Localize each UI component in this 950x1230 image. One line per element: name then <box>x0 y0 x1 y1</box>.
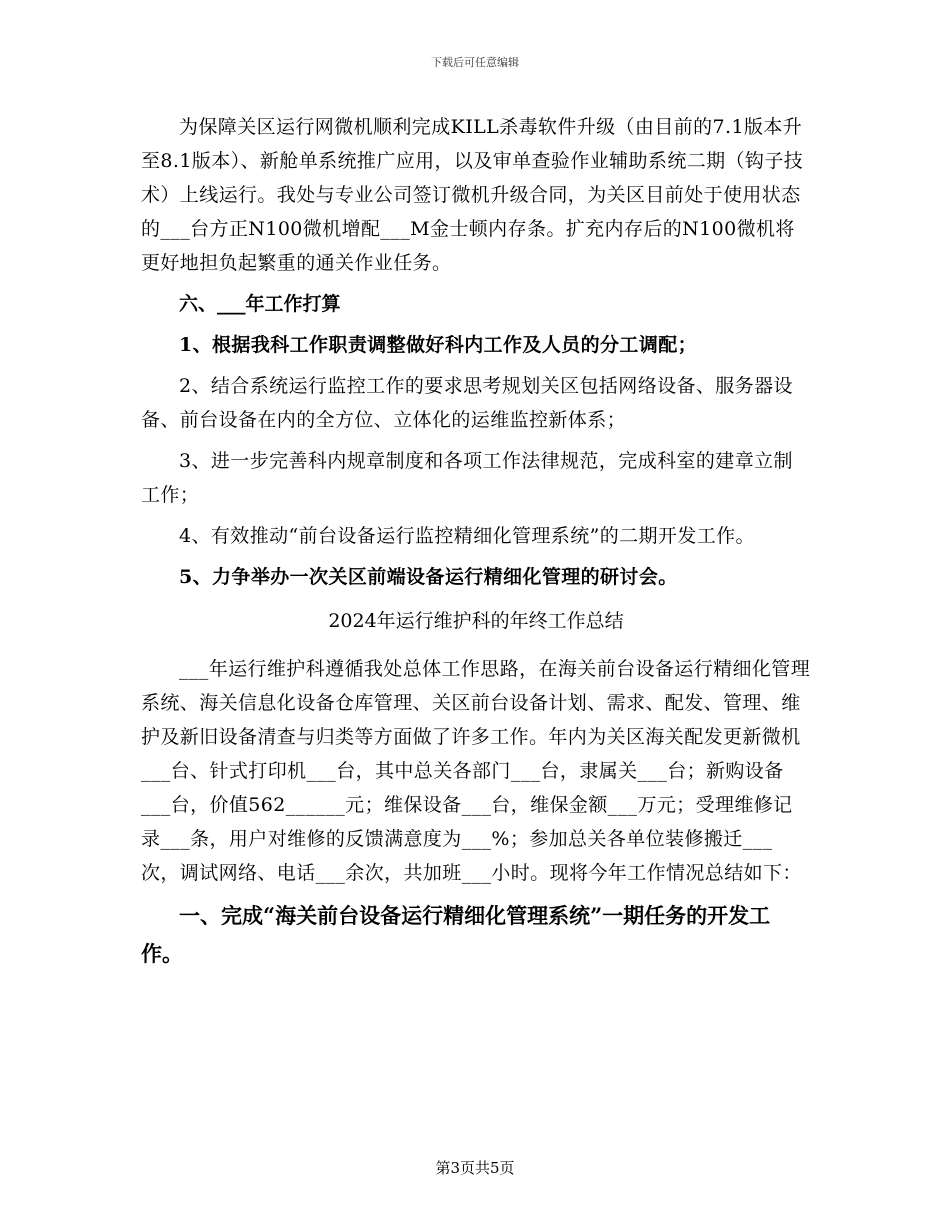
document-body <box>141 110 811 980</box>
document-title: 2024年运行维护科的年终工作总结 <box>328 610 624 632</box>
plan-item-2: 2、结合系统运行监控工作的要求思考规划关区包括网络设备、服务器设备、前台设备在内的全方位、立体化的运维监控新体系； <box>141 375 793 431</box>
plan-item-3: 3、进一步完善科内规章制度和各项工作法律规范，完成科室的建章立制工作； <box>141 450 793 506</box>
paragraph-upgrade: 为保障关区运行网微机顺利完成KILL杀毒软件升级（由目前的7.1版本升至8.1版本）、新舱单系统推广应用，以及审单查验作业辅助系统二期（钩子技术）上线运行。我处与专业公司签订微机升级合同，为关区目前处于使用状态的___台方正N100微机增配___M金士顿内存条。扩充内存后的N100微机将更好地担负起繁重的通关作业任务。 <box>141 116 804 274</box>
page-header: 下载后可任意编辑 <box>431 56 519 69</box>
paragraph-summary: ___年运行维护科遵循我处总体工作思路，在海关前台设备运行精细化管理系统、海关信息化设备仓库管理、关区前台设备计划、需求、配发、管理、维护及新旧设备清查与归类等方面做了许多工作。年内为关区海关配发更新微机___台、针式打印机___台，其中总关各部门___台，隶属关___台；新购设备___台，价值562______元；维保设备___台，维保金额___万元；受理维修记录___条，用户对维修的反馈满意度为___%；参加总关各单位装修搬迁___次，调试网络、电话___余次，共加班___小时。现将今年工作情况总结如下： <box>141 658 811 884</box>
section-heading-one: 一、完成“海关前台设备运行精细化管理系统”一期任务的开发工作。 <box>141 903 771 966</box>
plan-item-5: 5、力争举办一次关区前端设备运行精细化管理的研讨会。 <box>179 566 678 588</box>
plan-item-4: 4、有效推动“前台设备运行监控精细化管理系统”的二期开发工作。 <box>179 525 755 547</box>
page-footer: 第3页共5页 <box>435 1159 515 1177</box>
section-heading-plan: 六、___年工作打算 <box>179 293 341 315</box>
plan-item-1: 1、根据我科工作职责调整做好科内工作及人员的分工调配； <box>179 334 698 356</box>
